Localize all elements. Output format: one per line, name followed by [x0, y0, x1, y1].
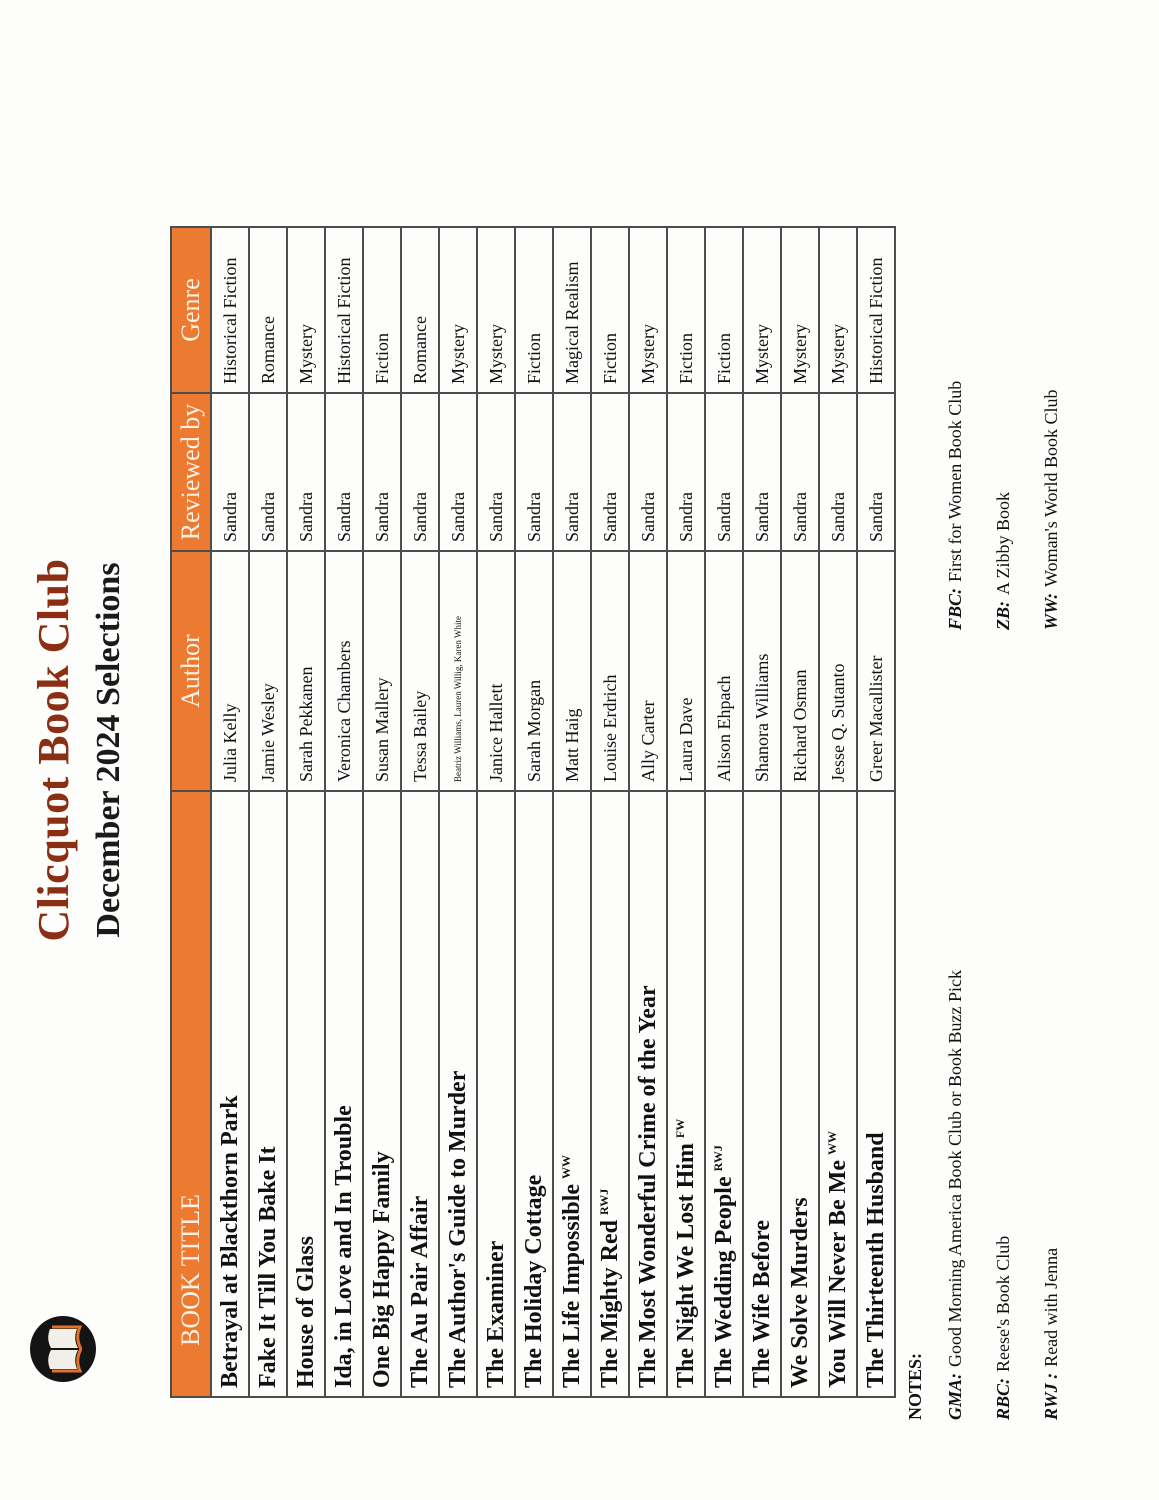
genre-cell: Mystery [781, 227, 819, 393]
table-row [401, 227, 439, 1397]
note-abbr: RBC: [993, 1377, 1013, 1420]
table-row [553, 227, 591, 1397]
reviewer-cell: Sandra [249, 393, 287, 551]
reviewer-cell: Sandra [439, 393, 477, 551]
reviewer-cell: Sandra [325, 393, 363, 551]
table-row [249, 227, 287, 1397]
notes-section [905, 60, 1061, 1420]
table-row [667, 227, 705, 1397]
page-subtitle: December 2024 Selections [90, 562, 127, 938]
genre-cell: Mystery [287, 227, 325, 393]
book-title-cell [553, 791, 591, 1397]
book-title-cell [743, 791, 781, 1397]
reviewer-cell: Sandra [591, 393, 629, 551]
reviewer-cell: Sandra [629, 393, 667, 551]
book-title-cell [819, 791, 857, 1397]
author-cell: Alison Ehpach [705, 551, 743, 791]
note-abbr: WW: [1041, 592, 1061, 630]
note-text: First for Women Book Club [945, 380, 965, 582]
note-rwj [1041, 970, 1089, 1420]
genre-cell: Mystery [819, 227, 857, 393]
author-cell: Julia Kelly [211, 551, 249, 791]
genre-cell: Mystery [477, 227, 515, 393]
book-title-cell [363, 791, 401, 1397]
column-header-title: BOOK TITLE [171, 791, 211, 1397]
book-title-cell [667, 791, 705, 1397]
reviewer-cell: Sandra [363, 393, 401, 551]
club-title: Clicquot Book Club [29, 558, 78, 942]
book-title-cell [781, 791, 819, 1397]
book-title: One Big Happy Family [368, 1151, 395, 1388]
genre-cell: Romance [401, 227, 439, 393]
club-pick-tag: RWJ [710, 1145, 725, 1172]
book-title: The Mighty Red [596, 1220, 623, 1388]
book-title: The Examiner [482, 1240, 509, 1388]
table-row [629, 227, 667, 1397]
author-cell: Shanora Williams [743, 551, 781, 791]
book-title: The Life Impossible [558, 1183, 585, 1388]
author-cell: Susan Mallery [363, 551, 401, 791]
book-title: The Author's Guide to Murder [444, 1070, 471, 1388]
book-title: You Will Never Be Me [824, 1160, 851, 1388]
notes-heading: NOTES: [905, 1352, 925, 1420]
note-text: Reese's Book Club [993, 1235, 1013, 1372]
reviewer-cell: Sandra [705, 393, 743, 551]
note-text: Read with Jenna [1041, 1247, 1061, 1367]
book-title-cell [857, 791, 895, 1397]
author-cell: Laura Dave [667, 551, 705, 791]
book-title-cell [287, 791, 325, 1397]
book-title-cell [211, 791, 249, 1397]
reviewer-cell: Sandra [401, 393, 439, 551]
reviewer-cell: Sandra [781, 393, 819, 551]
book-title-cell [591, 791, 629, 1397]
note-zb [993, 381, 1041, 630]
author-cell: Matt Haig [553, 551, 591, 791]
author-cell: Sarah Pekkanen [287, 551, 325, 791]
reviewer-cell: Sandra [515, 393, 553, 551]
note-abbr: FBC: [945, 587, 965, 630]
notes-left-column [945, 970, 1089, 1420]
table-row [477, 227, 515, 1397]
genre-cell: Mystery [629, 227, 667, 393]
note-fbc [945, 381, 993, 630]
book-title: Ida, in Love and In Trouble [330, 1105, 357, 1388]
column-header-author: Author [171, 551, 211, 791]
note-text: Good Morning America Book Club or Book Buzz Pick [945, 970, 965, 1367]
table-row [211, 227, 249, 1397]
note-text: Woman's World Book Club [1041, 389, 1061, 587]
note-ww [1041, 381, 1089, 630]
table-row [325, 227, 363, 1397]
author-cell: Beatriz Williams, Lauren Willig, Karen White [439, 551, 477, 791]
book-title: The Thirteenth Husband [862, 1132, 889, 1388]
reviewer-cell: Sandra [287, 393, 325, 551]
genre-cell: Mystery [439, 227, 477, 393]
book-title: The Wife Before [748, 1220, 775, 1388]
author-cell: Jesse Q. Sutanto [819, 551, 857, 791]
reviewer-cell: Sandra [857, 393, 895, 551]
reviewer-cell: Sandra [211, 393, 249, 551]
club-pick-tag: FW [672, 1118, 687, 1139]
note-abbr: ZB: [993, 601, 1013, 630]
book-title: Betrayal at Blackthorn Park [216, 1095, 243, 1388]
genre-cell: Fiction [705, 227, 743, 393]
notes-right-column [945, 381, 1089, 630]
book-title: House of Glass [292, 1235, 319, 1388]
author-cell: Richard Osman [781, 551, 819, 791]
book-title: The Holiday Cottage [520, 1174, 547, 1388]
author-cell: Sarah Morgan [515, 551, 553, 791]
club-pick-tag: RWJ [596, 1188, 611, 1215]
table-body [211, 227, 895, 1397]
author-cell: Tessa Bailey [401, 551, 439, 791]
author-cell: Ally Carter [629, 551, 667, 791]
note-gma [945, 970, 993, 1420]
author-cell: Janice Hallett [477, 551, 515, 791]
book-title-cell [515, 791, 553, 1397]
table-row [705, 227, 743, 1397]
genre-cell: Historical Fiction [211, 227, 249, 393]
author-cell: Greer Macallister [857, 551, 895, 791]
column-header-genre: Genre [171, 227, 211, 393]
table-row [439, 227, 477, 1397]
genre-cell: Mystery [743, 227, 781, 393]
table-row [363, 227, 401, 1397]
book-title-cell [705, 791, 743, 1397]
note-text: A Zibby Book [993, 491, 1013, 595]
genre-cell: Fiction [667, 227, 705, 393]
table-row [743, 227, 781, 1397]
genre-cell: Historical Fiction [325, 227, 363, 393]
genre-cell: Romance [249, 227, 287, 393]
book-title-cell [629, 791, 667, 1397]
book-title-cell [439, 791, 477, 1397]
reviewer-cell: Sandra [553, 393, 591, 551]
table-row [781, 227, 819, 1397]
genre-cell: Fiction [363, 227, 401, 393]
book-title: The Most Wonderful Crime of the Year [634, 985, 661, 1388]
table-row [515, 227, 553, 1397]
note-rbc [993, 970, 1041, 1420]
table-header-row [171, 227, 211, 1397]
reviewer-cell: Sandra [743, 393, 781, 551]
book-selections-table [170, 226, 896, 1398]
book-title-cell [401, 791, 439, 1397]
table-row [591, 227, 629, 1397]
book-title: The Night We Lost Him [672, 1143, 699, 1388]
genre-cell: Fiction [591, 227, 629, 393]
genre-cell: Magical Realism [553, 227, 591, 393]
book-title-cell [477, 791, 515, 1397]
column-header-reviewer: Reviewed by [171, 393, 211, 551]
book-title: We Solve Murders [786, 1197, 813, 1388]
book-title: The Wedding People [710, 1176, 737, 1388]
club-pick-tag: WW [824, 1131, 839, 1156]
table-row [819, 227, 857, 1397]
table-row [287, 227, 325, 1397]
book-title: Fake It Till You Bake It [254, 1146, 281, 1388]
author-cell: Louise Erdrich [591, 551, 629, 791]
author-cell: Jamie Wesley [249, 551, 287, 791]
genre-cell: Fiction [515, 227, 553, 393]
book-title: The Au Pair Affair [406, 1195, 433, 1388]
reviewer-cell: Sandra [667, 393, 705, 551]
table-row [857, 227, 895, 1397]
reviewer-cell: Sandra [477, 393, 515, 551]
book-title-cell [325, 791, 363, 1397]
club-pick-tag: WW [558, 1154, 573, 1179]
book-title-cell [249, 791, 287, 1397]
reviewer-cell: Sandra [819, 393, 857, 551]
note-abbr: GMA: [945, 1372, 965, 1420]
note-abbr: RWJ : [1041, 1372, 1061, 1420]
author-cell: Veronica Chambers [325, 551, 363, 791]
genre-cell: Historical Fiction [857, 227, 895, 393]
